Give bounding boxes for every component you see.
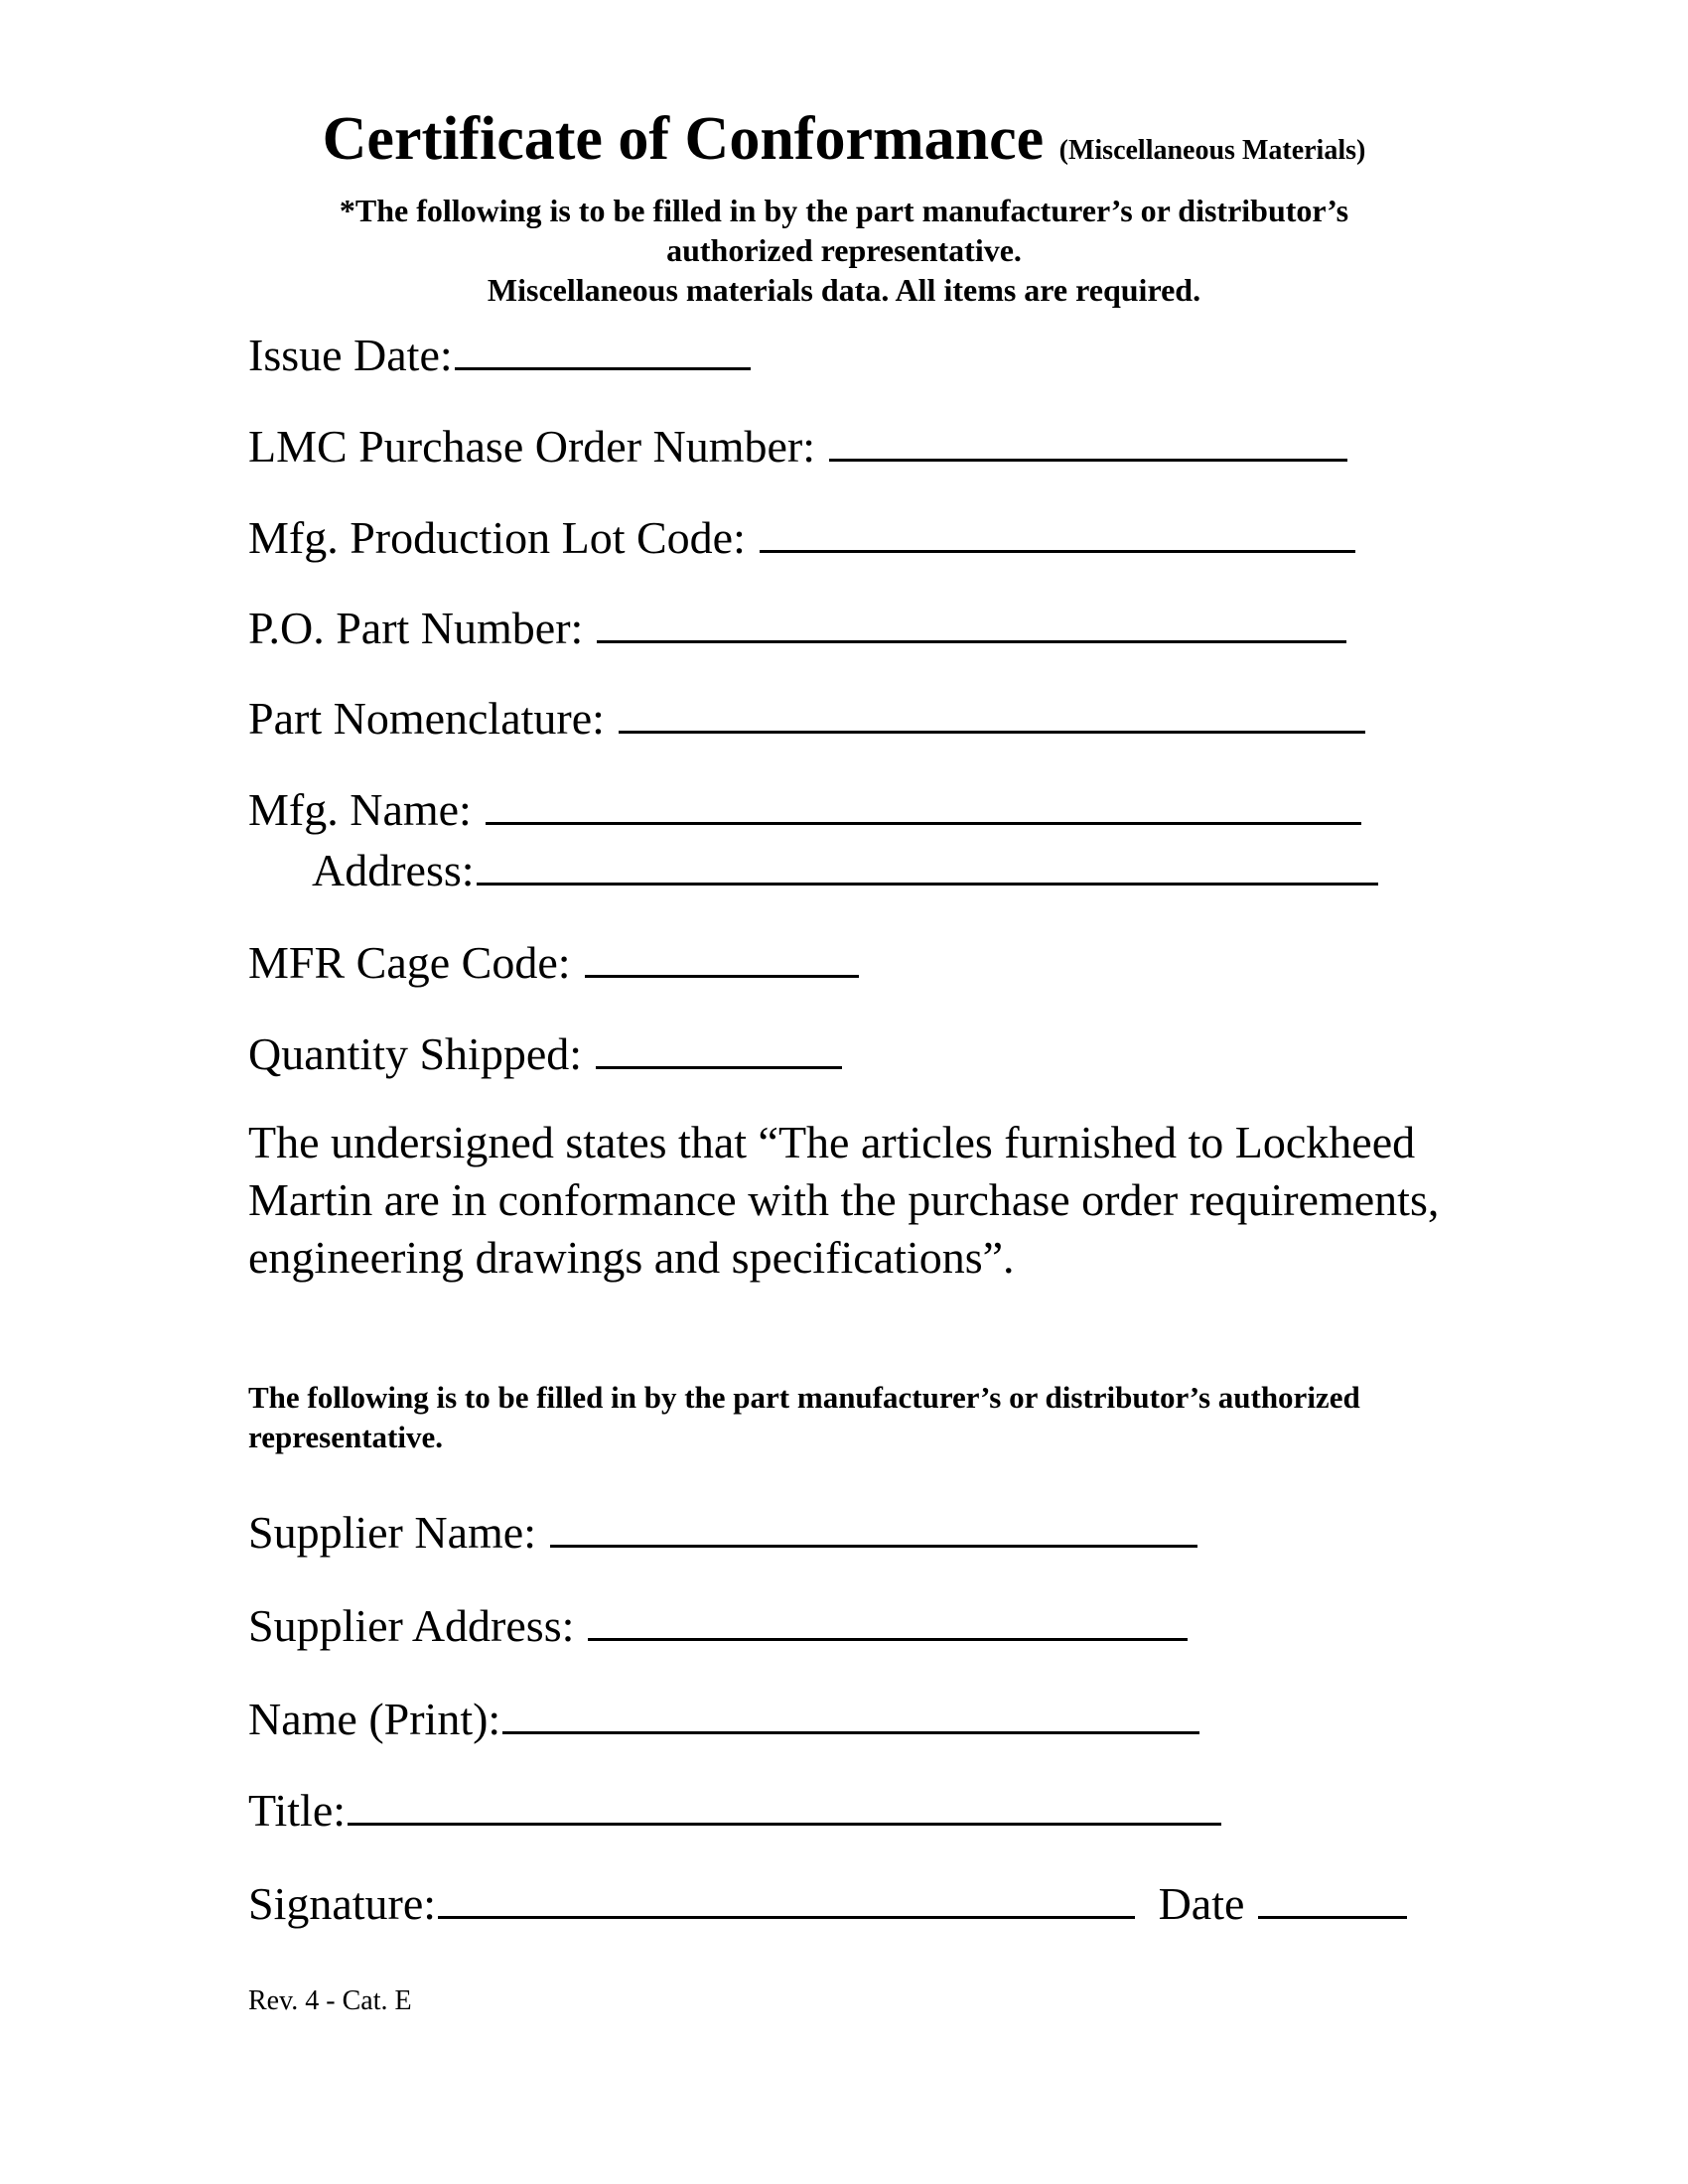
issue-date-line[interactable] <box>455 326 751 370</box>
issue-date-field <box>248 326 751 383</box>
supplier-address-label: Supplier Address: <box>248 1600 575 1651</box>
po-number-field <box>248 417 1347 475</box>
signature-field <box>248 1874 1407 1932</box>
nomenclature-line[interactable] <box>619 689 1365 734</box>
quantity-line[interactable] <box>596 1024 842 1069</box>
supplier-address-line[interactable] <box>588 1596 1188 1641</box>
title-line <box>0 99 1688 191</box>
date-label: Date <box>1158 1878 1245 1929</box>
title-line[interactable] <box>348 1781 1221 1826</box>
document-header <box>0 99 1688 310</box>
quantity-label: Quantity Shipped: <box>248 1028 583 1079</box>
address-label: Address: <box>312 845 475 895</box>
mfg-name-line[interactable] <box>486 780 1361 825</box>
cage-code-field <box>248 933 859 991</box>
part-number-line[interactable] <box>597 599 1346 643</box>
quantity-field <box>248 1024 842 1082</box>
document-subtitle: (Miscellaneous Materials) <box>1058 135 1366 166</box>
nomenclature-label: Part Nomenclature: <box>248 693 605 744</box>
supplier-address-field <box>248 1596 1188 1654</box>
supplier-name-field <box>248 1503 1197 1561</box>
cage-code-line[interactable] <box>585 933 859 978</box>
po-number-label: LMC Purchase Order Number: <box>248 421 816 472</box>
revision-footer: Rev. 4 - Cat. E <box>248 1985 412 2016</box>
nomenclature-field <box>248 689 1365 747</box>
lot-code-label: Mfg. Production Lot Code: <box>248 512 746 563</box>
address-line[interactable] <box>477 841 1378 886</box>
lot-code-line[interactable] <box>760 508 1355 553</box>
signature-line[interactable] <box>438 1874 1135 1919</box>
po-number-line[interactable] <box>829 417 1347 462</box>
representative-note: The following is to be filled in by the part manufacturer’s or distributor’s authorized representative. <box>248 1380 1360 1454</box>
document-title: Certificate of Conformance <box>322 105 1045 173</box>
header-note-line-3: Miscellaneous materials data. All items are required. <box>487 272 1201 308</box>
mfg-name-field <box>248 780 1361 838</box>
lot-code-field <box>248 508 1355 566</box>
address-field <box>312 841 1378 898</box>
title-label: Title: <box>248 1785 347 1836</box>
date-line[interactable] <box>1258 1874 1407 1919</box>
conformance-statement: The undersigned states that “The articles furnished to Lockheed Martin are in conformance with the purchase order requirements, engineering drawings and specifications”. <box>248 1117 1440 1283</box>
supplier-name-line[interactable] <box>550 1503 1197 1548</box>
cage-code-label: MFR Cage Code: <box>248 937 571 988</box>
print-name-label: Name (Print): <box>248 1694 501 1744</box>
supplier-name-label: Supplier Name: <box>248 1507 536 1558</box>
print-name-field <box>248 1690 1199 1747</box>
part-number-label: P.O. Part Number: <box>248 603 584 653</box>
header-note-line-1: *The following is to be filled in by the part manufacturer’s or distributor’s <box>339 193 1349 228</box>
header-note-line-2: authorized representative. <box>666 232 1022 268</box>
mfg-name-label: Mfg. Name: <box>248 784 472 835</box>
issue-date-label: Issue Date: <box>248 330 453 380</box>
part-number-field <box>248 599 1346 656</box>
print-name-line[interactable] <box>502 1690 1199 1734</box>
signature-label: Signature: <box>248 1878 437 1929</box>
title-field <box>248 1781 1221 1839</box>
